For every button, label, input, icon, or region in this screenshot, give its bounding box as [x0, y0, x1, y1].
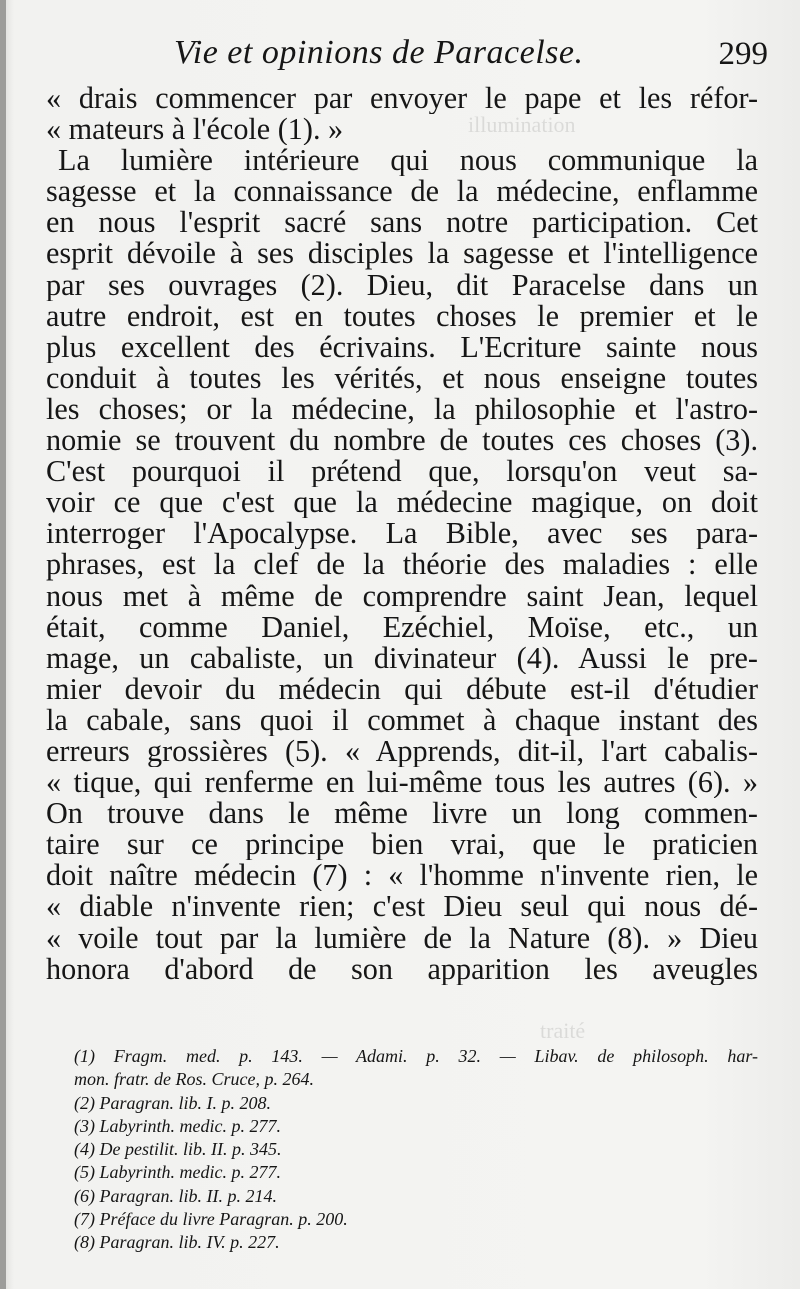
running-title: Vie et opinions de Paracelse. [174, 34, 584, 71]
text-line: nous met à même de comprendre saint Jean, lequel [46, 580, 758, 612]
text-line: « mateurs à l'école (1). » [46, 114, 344, 146]
text-line: phrases, est la clef de la théorie des maladies : elle [46, 549, 758, 581]
footnote-line: (3) Labyrinth. medic. p. 277. [74, 1115, 281, 1136]
text-line: plus excellent des écrivains. L'Ecriture sainte nous [46, 331, 758, 363]
text-line: sagesse et la connaissance de la médecine, enflamme [46, 176, 758, 208]
text-line: était, comme Daniel, Ezéchiel, Moïse, etc., un [46, 611, 758, 643]
text-line: taire sur ce principe bien vrai, que le praticien [46, 829, 758, 861]
footnotes [74, 1045, 758, 1255]
text-line: la cabale, sans quoi il commet à chaque instant des [46, 704, 758, 736]
main-text [46, 83, 758, 1017]
text-line: esprit dévoile à ses disciples la sagesse et l'intelligence [46, 238, 758, 270]
text-line: doit naître médecin (7) : « l'homme n'invente rien, le [46, 860, 758, 892]
footnote-line: (8) Paragran. lib. IV. p. 227. [74, 1232, 280, 1253]
text-line: La lumière intérieure qui nous communique la [58, 145, 758, 177]
text-line: par ses ouvrages (2). Dieu, dit Paracelse dans un [46, 269, 758, 301]
text-line: conduit à toutes les vérités, et nous enseigne toutes [46, 362, 758, 394]
footnote-line: mon. fratr. de Ros. Cruce, p. 264. [74, 1069, 314, 1090]
text-line: « tique, qui renferme en lui-même tous les autres (6). » [46, 767, 758, 799]
text-line: autre endroit, est en toutes choses le premier et le [46, 300, 758, 332]
text-line: « voile tout par la lumière de la Nature (8). » Dieu [46, 922, 758, 954]
page-gutter-shadow [0, 0, 6, 1289]
show-through-text: traité [540, 1018, 586, 1043]
text-line: honora d'abord de son apparition les aveugles [46, 953, 758, 985]
page-number: 299 [718, 36, 768, 72]
footnote-line: (1) Fragm. med. p. 143. — Adami. p. 32. — Libav. de philosoph. har- [74, 1046, 758, 1066]
text-line: en nous l'esprit sacré sans notre participation. Cet [46, 207, 758, 239]
text-line: nomie se trouvent du nombre de toutes ces choses (3). [46, 425, 758, 457]
text-line: On trouve dans le même livre un long commen- [46, 798, 758, 830]
text-line: interroger l'Apocalypse. La Bible, avec ses para- [46, 518, 758, 550]
text-line: « drais commencer par envoyer le pape et les réfor- [46, 83, 758, 115]
text-line: erreurs grossières (5). « Apprends, dit-il, l'art cabalis- [46, 735, 758, 768]
text-line: les choses; or la médecine, la philosophie et l'astro- [46, 393, 758, 426]
text-line: C'est pourquoi il prétend que, lorsqu'on veut sa- [46, 456, 758, 488]
footnote-line: (2) Paragran. lib. I. p. 208. [74, 1092, 271, 1113]
footnote-line: (4) De pestilit. lib. II. p. 345. [74, 1139, 282, 1160]
footnote-line: (7) Préface du livre Paragran. p. 200. [74, 1209, 348, 1230]
footnote-line: (6) Paragran. lib. II. p. 214. [74, 1185, 277, 1206]
text-line: mier devoir du médecin qui débute est-il d'étudier [46, 673, 758, 705]
show-through-text: illumination [468, 112, 576, 137]
text-line: mage, un cabaliste, un divinateur (4). Aussi le pre- [46, 642, 758, 674]
text-line: voir ce que c'est que la médecine magique, on doit [46, 487, 758, 519]
footnote-line: (5) Labyrinth. medic. p. 277. [74, 1162, 281, 1183]
text-line: « diable n'invente rien; c'est Dieu seul qui nous dé- [46, 891, 758, 923]
